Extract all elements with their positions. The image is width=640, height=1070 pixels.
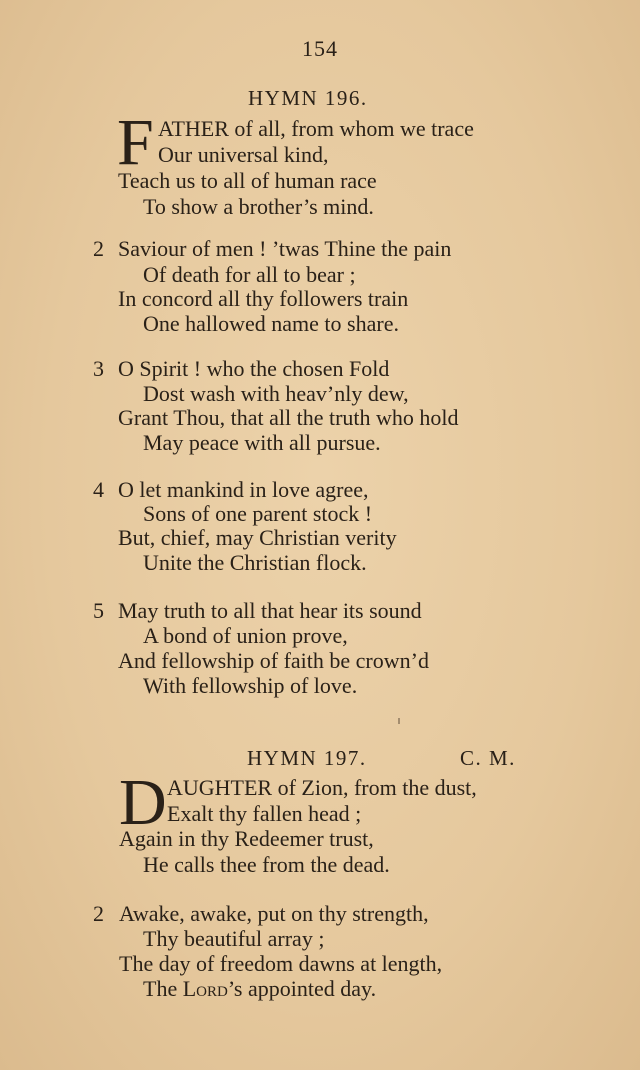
lord-smallcaps: Lord: [182, 976, 228, 1001]
hymn-196-line-1: ATHER of all, from whom we trace: [158, 116, 474, 141]
hymn-197-line-4: He calls thee from the dead.: [143, 852, 390, 877]
hymn-196-verse-3-number: 3: [93, 356, 104, 381]
hymn-197-verse-2-number: 2: [93, 901, 104, 926]
hymn-196-v5-line-1: May truth to all that hear its sound: [118, 598, 422, 623]
hymn-196-verse-2-number: 2: [93, 236, 104, 261]
hymn-197-v2-line-2: Thy beautiful array ;: [143, 926, 325, 951]
hymn-196-v5-line-2: A bond of union prove,: [143, 623, 348, 648]
hymn-196-v2-line-1: Saviour of men ! ’twas Thine the pain: [118, 236, 452, 261]
hymn-197-line-3: Again in thy Redeemer trust,: [119, 826, 374, 851]
hymn-196-v5-line-4: With fellowship of love.: [143, 673, 358, 698]
hymn-197-meter: C. M.: [460, 746, 516, 770]
hymn-196-line-2: Our universal kind,: [158, 142, 329, 167]
print-speck: [398, 718, 400, 724]
page-number: 154: [302, 36, 338, 61]
hymn-196-v3-line-3: Grant Thou, that all the truth who hold: [118, 405, 459, 430]
hymn-197-v2-line-3: The day of freedom dawns at length,: [119, 951, 443, 976]
hymn-196-v3-line-1: O Spirit ! who the chosen Fold: [118, 356, 390, 381]
hymn-196-v4-line-2: Sons of one parent stock !: [143, 501, 373, 526]
hymn-196-v4-line-1: O let mankind in love agree,: [118, 477, 369, 502]
hymn-196-dropcap: F: [117, 106, 154, 179]
hymn-196-v4-line-4: Unite the Christian flock.: [143, 550, 367, 575]
hymn-196-verse-4-number: 4: [93, 477, 104, 502]
hymn-196-line-4: To show a brother’s mind.: [143, 194, 374, 219]
hymn-197-v2-line-4: [143, 976, 376, 1002]
hymn-196-verse-5-number: 5: [93, 598, 104, 623]
hymn-197-dropcap: D: [119, 766, 167, 839]
hymn-196-v2-line-4: One hallowed name to share.: [143, 311, 399, 336]
hymn-196-v2-line-2: Of death for all to bear ;: [143, 262, 356, 287]
hymn-197-v2-line-1: Awake, awake, put on thy strength,: [119, 901, 429, 926]
hymn-196-title: HYMN 196.: [248, 86, 368, 110]
hymn-196-v5-line-3: And fellowship of faith be crown’d: [118, 648, 429, 673]
hymn-196-v3-line-2: Dost wash with heav’nly dew,: [143, 381, 409, 406]
line-prefix: The: [143, 976, 183, 1001]
hymn-196-v4-line-3: But, chief, may Christian verity: [118, 525, 397, 550]
hymn-196-v3-line-4: May peace with all pursue.: [143, 430, 381, 455]
line-suffix: ’s appointed day.: [227, 976, 377, 1001]
hymn-197-title: HYMN 197.: [247, 746, 367, 770]
hymn-196-line-3: Teach us to all of human race: [118, 168, 377, 193]
hymn-197-line-2: Exalt thy fallen head ;: [167, 801, 362, 826]
hymn-197-line-1: AUGHTER of Zion, from the dust,: [167, 775, 477, 800]
hymn-196-v2-line-3: In concord all thy followers train: [118, 286, 409, 311]
